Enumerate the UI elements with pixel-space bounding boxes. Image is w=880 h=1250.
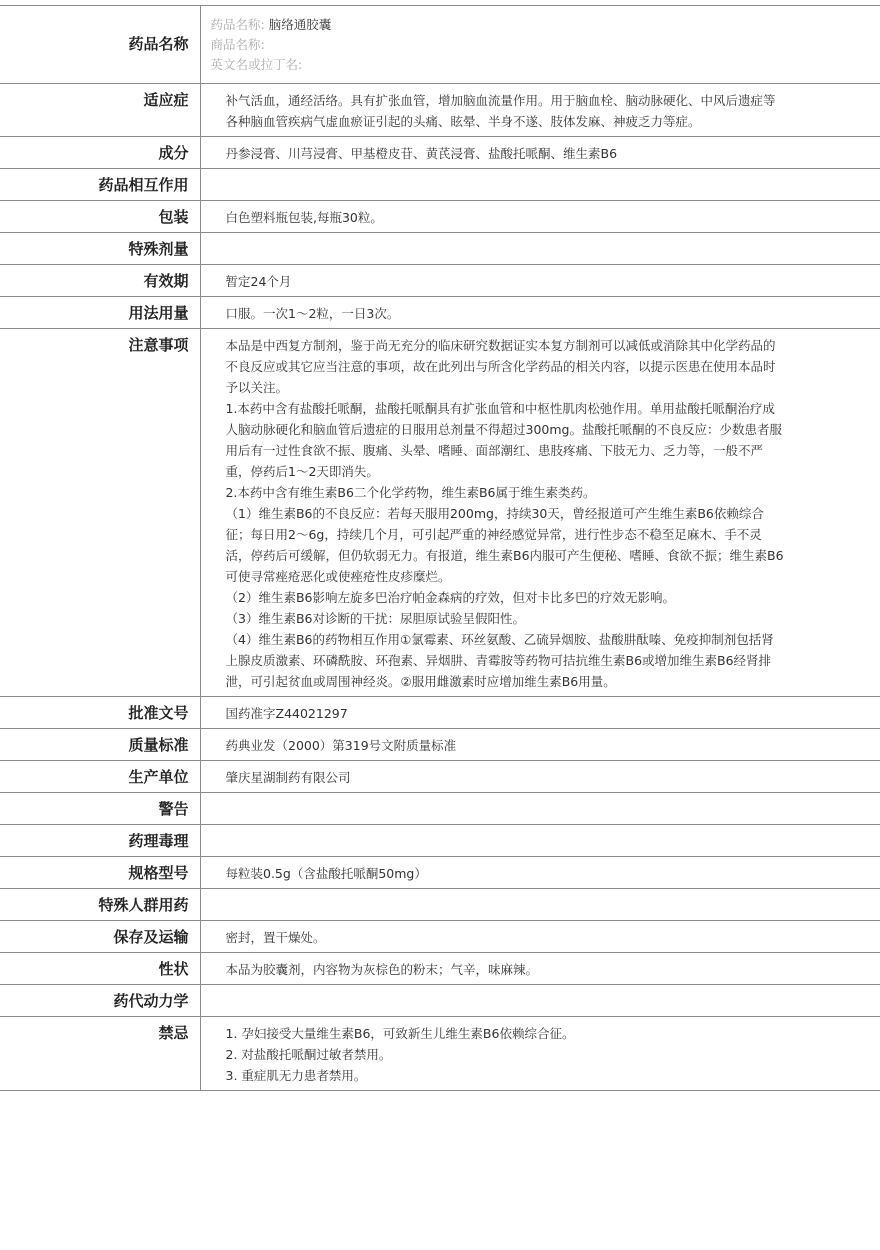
label-warning: 警告 — [0, 793, 200, 825]
value-interactions — [200, 169, 880, 201]
value-contraindications — [200, 1017, 880, 1091]
row-precautions — [0, 329, 880, 697]
value-usage: 口服。一次1～2粒，一日3次。 — [200, 297, 880, 329]
label-special-population: 特殊人群用药 — [0, 889, 200, 921]
precautions-item-2-3: （3）维生素B6对诊断的干扰：尿胆原试验呈假阳性。 — [225, 611, 525, 626]
english-name-line — [211, 55, 787, 75]
contraindication-item-3: 3. 重症肌无力患者禁用。 — [225, 1068, 367, 1083]
value-toxicology — [200, 825, 880, 857]
contraindication-item-2: 2. 对盐酸托哌酮过敏者禁用。 — [225, 1047, 392, 1062]
row-interactions — [0, 169, 880, 201]
label-special-dose: 特殊剂量 — [0, 233, 200, 265]
row-special-population — [0, 889, 880, 921]
generic-name-key: 药品名称: — [210, 17, 265, 32]
row-package — [0, 201, 880, 233]
english-name-key: 英文名或拉丁名: — [210, 57, 303, 72]
label-manufacturer: 生产单位 — [0, 761, 200, 793]
label-storage: 保存及运输 — [0, 921, 200, 953]
label-usage: 用法用量 — [0, 297, 200, 329]
precautions-item-2-4: （4）维生素B6的药物相互作用①氯霉素、环丝氨酸、乙硫异烟胺、盐酸肼酞嗪、免疫抑制剂包括肾上腺皮质激素、环磷酰胺、环孢素、异烟肼、青霉胺等药物可拮抗维生素B6或增加维生素B6经肾排泄，可引起贫血或周围神经炎。②服用雌激素时应增加维生素B6用量。 — [225, 632, 774, 689]
row-validity — [0, 265, 880, 297]
value-pharmacokinetics — [200, 985, 880, 1017]
precautions-intro: 本品是中西复方制剂，鉴于尚无充分的临床研究数据证实本复方制剂可以减低或消除其中化学药品的不良反应或其它应当注意的事项，故在此列出与所含化学药品的相关内容，以提示医患在使用本品时予以关注。 — [225, 338, 776, 395]
label-indication: 适应症 — [0, 84, 200, 137]
trade-name-line — [211, 35, 787, 55]
value-special-dose — [200, 233, 880, 265]
row-appearance — [0, 953, 880, 985]
label-precautions: 注意事项 — [0, 329, 200, 697]
label-contraindications: 禁忌 — [0, 1017, 200, 1091]
value-approval: 国药准字Z44021297 — [200, 697, 880, 729]
row-toxicology — [0, 825, 880, 857]
label-drug-name: 药品名称 — [0, 6, 200, 84]
value-precautions — [200, 329, 880, 697]
row-ingredients — [0, 137, 880, 169]
row-indication — [0, 84, 880, 137]
row-usage — [0, 297, 880, 329]
label-package: 包装 — [0, 201, 200, 233]
label-spec: 规格型号 — [0, 857, 200, 889]
row-special-dose — [0, 233, 880, 265]
generic-name-value: 脑络通胶囊 — [268, 17, 332, 32]
label-standard: 质量标准 — [0, 729, 200, 761]
drug-info-table — [0, 5, 880, 1091]
value-appearance: 本品为胶囊剂，内容物为灰棕色的粉末；气辛，味麻辣。 — [200, 953, 880, 985]
label-ingredients: 成分 — [0, 137, 200, 169]
value-standard: 药典业发（2000）第319号文附质量标准 — [200, 729, 880, 761]
row-pharmacokinetics — [0, 985, 880, 1017]
row-standard — [0, 729, 880, 761]
precautions-item-1: 1.本药中含有盐酸托哌酮，盐酸托哌酮具有扩张血管和中枢性肌肉松弛作用。单用盐酸托哌酮治疗成人脑动脉硬化和脑血管后遗症的日服用总剂量不得超过300mg。盐酸托哌酮的不良反应：少数患者服用后有一过性食欲不振、腹痛、头晕、嗜睡、面部潮红、患肢疼痛、下肢无力、乏力等，一般不严重，停药后1～2天即消失。 — [225, 401, 782, 479]
value-indication: 补气活血，通经活络。具有扩张血管，增加脑血流量作用。用于脑血栓、脑动脉硬化、中风后遗症等各种脑血管疾病气虚血瘀证引起的头痛、眩晕、半身不遂、肢体发麻、神疲乏力等症。 — [200, 84, 880, 137]
precautions-item-2: 2.本药中含有维生素B6二个化学药物，维生素B6属于维生素类药。 — [225, 485, 596, 500]
label-approval: 批准文号 — [0, 697, 200, 729]
value-package: 白色塑料瓶包装,每瓶30粒。 — [200, 201, 880, 233]
label-toxicology: 药理毒理 — [0, 825, 200, 857]
value-manufacturer: 肇庆星湖制药有限公司 — [200, 761, 880, 793]
row-drug-name — [0, 6, 880, 84]
value-ingredients: 丹参浸膏、川芎浸膏、甲基橙皮苷、黄芪浸膏、盐酸托哌酮、维生素B6 — [200, 137, 880, 169]
drug-info-sheet — [0, 5, 880, 1091]
row-spec — [0, 857, 880, 889]
row-manufacturer — [0, 761, 880, 793]
row-storage — [0, 921, 880, 953]
value-spec: 每粒装0.5g（含盐酸托哌酮50mg） — [200, 857, 880, 889]
generic-name-line — [211, 15, 787, 35]
value-storage: 密封，置干燥处。 — [200, 921, 880, 953]
precautions-item-2-2: （2）维生素B6影响左旋多巴治疗帕金森病的疗效，但对卡比多巴的疗效无影响。 — [225, 590, 675, 605]
row-contraindications — [0, 1017, 880, 1091]
label-validity: 有效期 — [0, 265, 200, 297]
row-approval — [0, 697, 880, 729]
precautions-item-2-1: （1）维生素B6的不良反应：若每天服用200mg，持续30天，曾经报道可产生维生素B6依赖综合征；每日用2～6g，持续几个月，可引起严重的神经感觉异常，进行性步态不稳至足麻木、手不灵活，停药后可缓解，但仍软弱无力。有报道，维生素B6内服可产生便秘、嗜睡、食欲不振；维生素B6可使寻常痤疮恶化或使痤疮性皮疹糜烂。 — [225, 506, 784, 584]
contraindication-item-1: 1. 孕妇接受大量维生素B6，可致新生儿维生素B6依赖综合征。 — [225, 1026, 575, 1041]
row-warning — [0, 793, 880, 825]
label-interactions: 药品相互作用 — [0, 169, 200, 201]
value-validity: 暂定24个月 — [200, 265, 880, 297]
value-drug-name — [200, 6, 880, 84]
value-special-population — [200, 889, 880, 921]
label-pharmacokinetics: 药代动力学 — [0, 985, 200, 1017]
trade-name-key: 商品名称: — [210, 37, 265, 52]
value-warning — [200, 793, 880, 825]
label-appearance: 性状 — [0, 953, 200, 985]
